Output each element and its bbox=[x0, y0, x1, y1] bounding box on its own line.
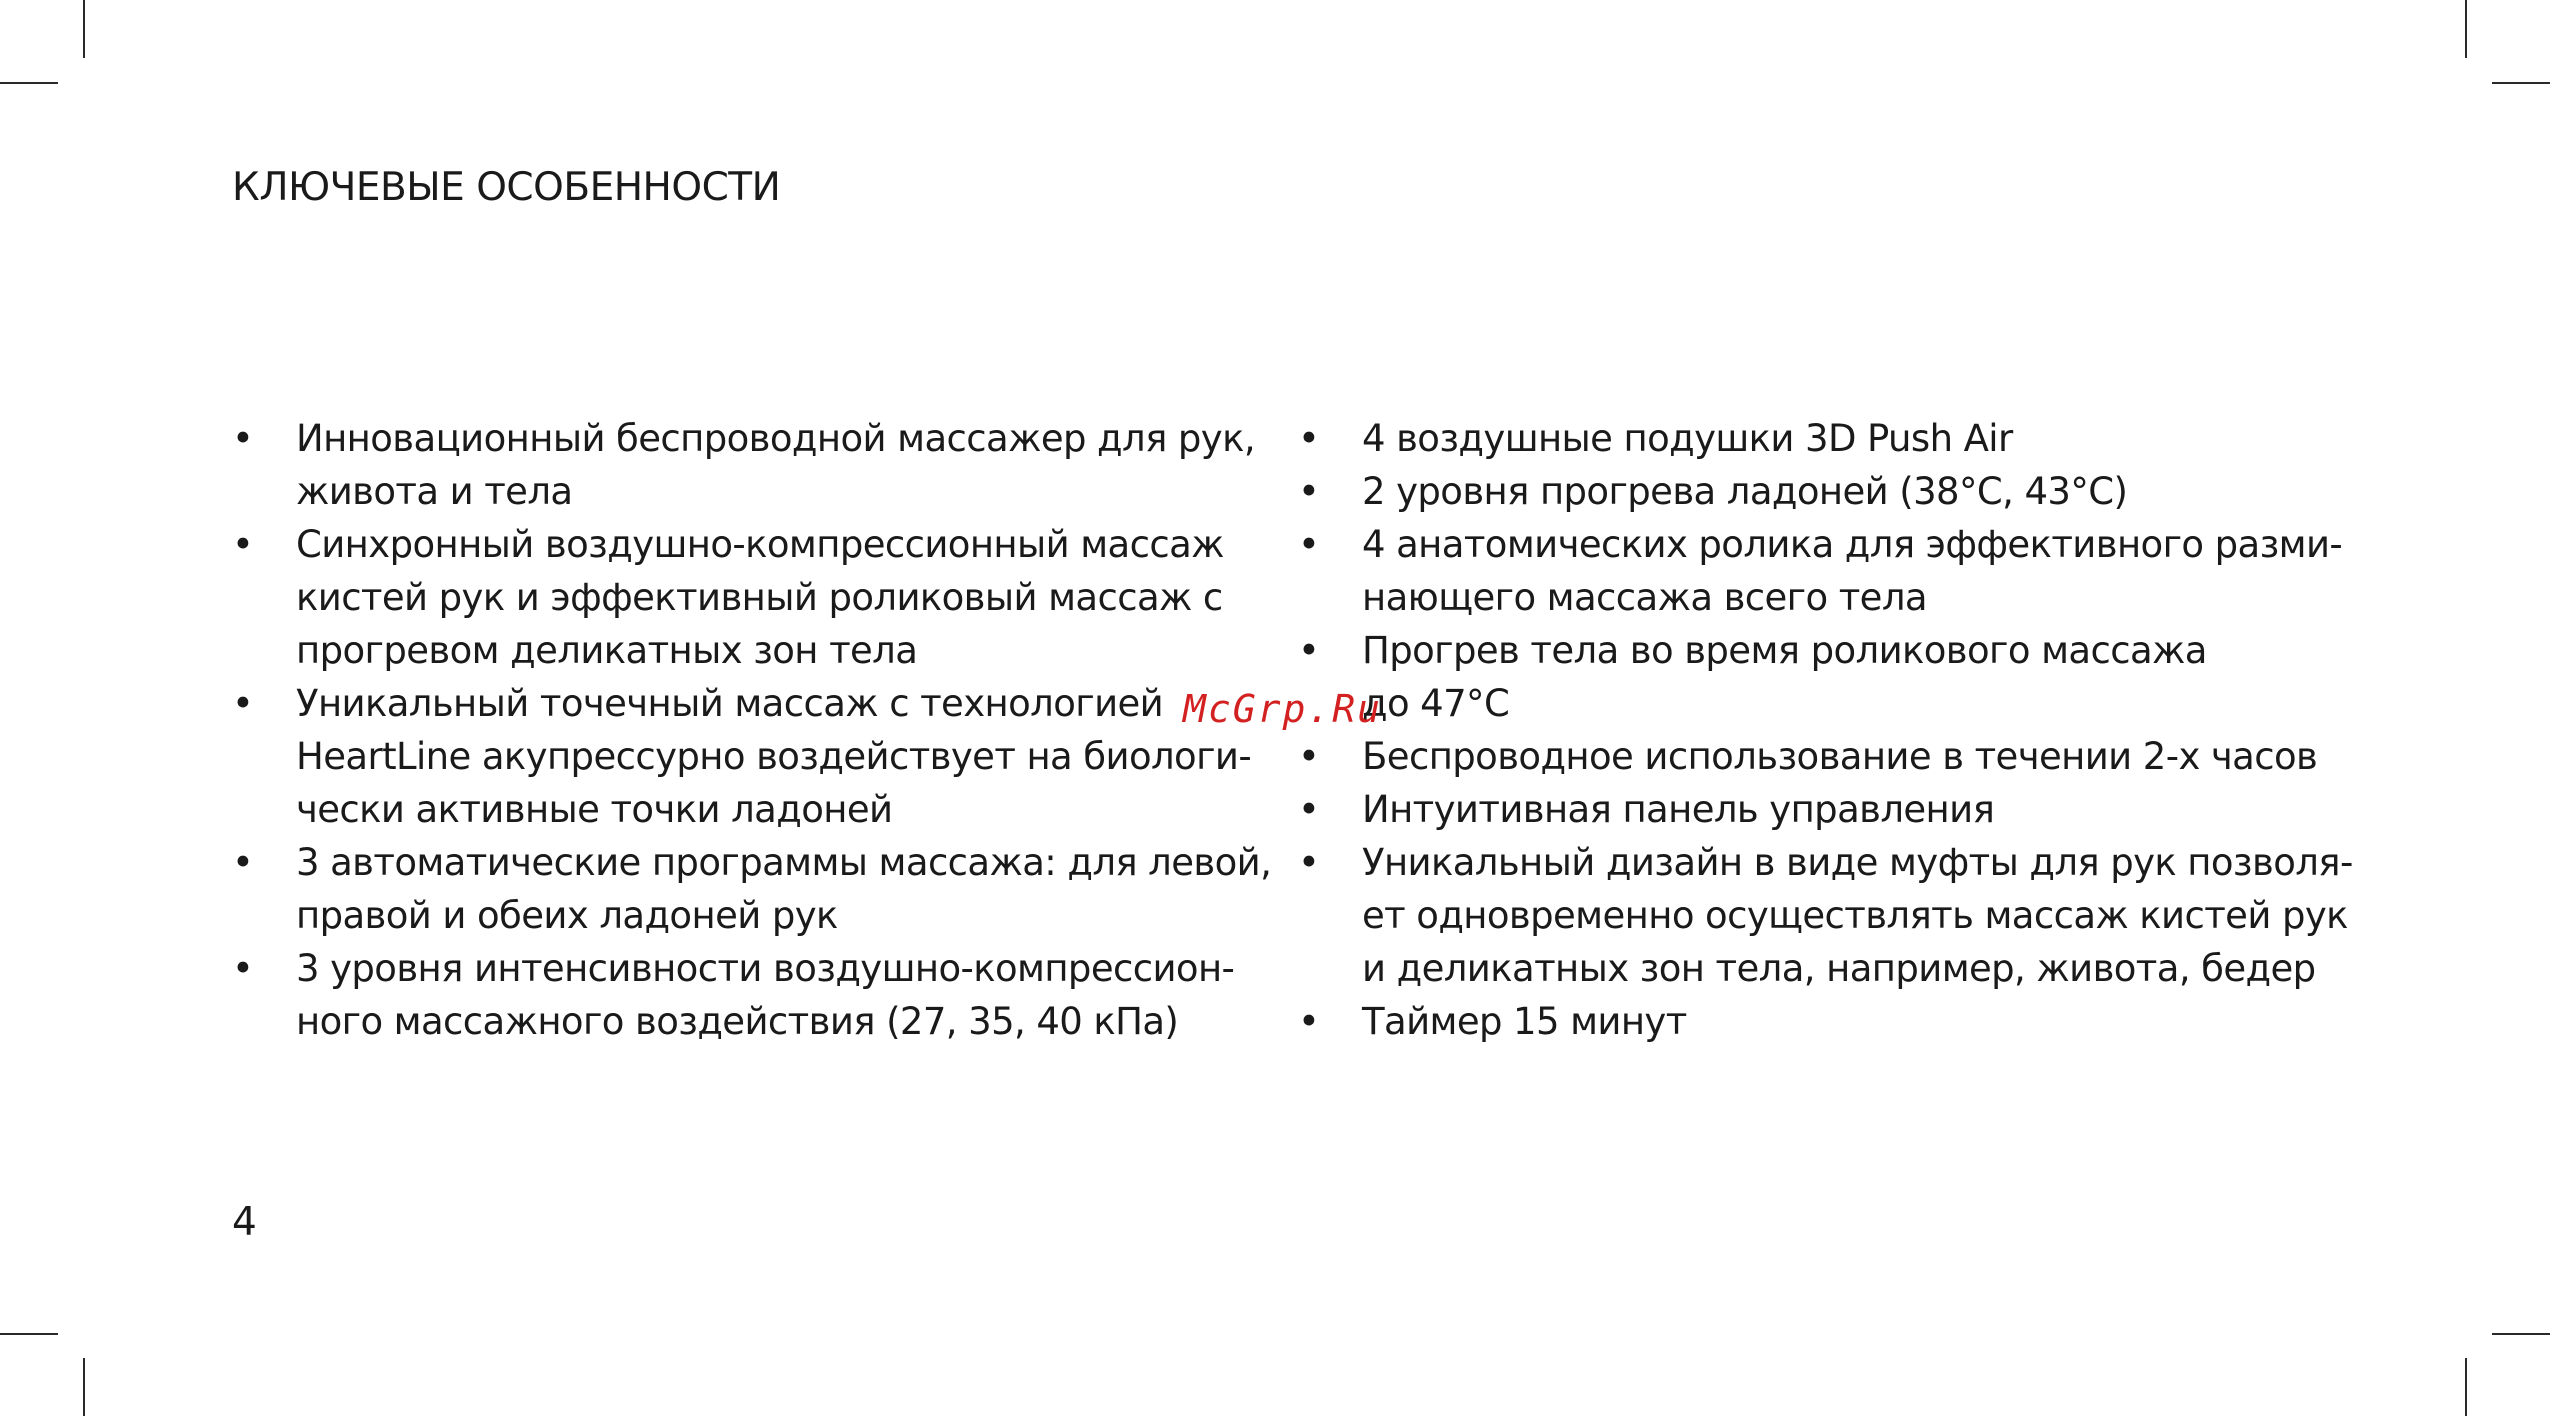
features-list-left bbox=[232, 412, 1272, 1048]
feature-text-line: прогревом деликатных зон тела bbox=[296, 629, 918, 672]
page-title: КЛЮЧЕВЫЕ ОСОБЕННОСТИ bbox=[232, 165, 781, 210]
feature-text-line: Таймер 15 минут bbox=[1362, 1000, 1687, 1043]
bullet-icon: • bbox=[1298, 470, 1320, 513]
feature-text-line: ного массажного воздействия (27, 35, 40 кПа) bbox=[296, 1000, 1179, 1043]
feature-text-line: правой и обеих ладоней рук bbox=[296, 894, 838, 937]
feature-text-line: кистей рук и эффективный роликовый массаж с bbox=[296, 576, 1223, 619]
crop-mark-bottom-right-horizontal bbox=[2492, 1333, 2550, 1335]
feature-item bbox=[1298, 518, 2358, 624]
crop-mark-top-right-horizontal bbox=[2492, 82, 2550, 84]
bullet-icon: • bbox=[232, 417, 254, 460]
crop-mark-bottom-left-horizontal bbox=[0, 1333, 58, 1335]
bullet-icon: • bbox=[1298, 841, 1320, 884]
feature-item bbox=[1298, 995, 2358, 1048]
feature-item bbox=[1298, 836, 2358, 995]
feature-text-line: 2 уровня прогрева ладоней (38°C, 43°C) bbox=[1362, 470, 2128, 513]
feature-item bbox=[1298, 412, 2358, 465]
feature-text-line: Интуитивная панель управления bbox=[1362, 788, 1995, 831]
feature-item bbox=[232, 518, 1252, 677]
crop-mark-top-right-vertical bbox=[2465, 0, 2467, 58]
page-number: 4 bbox=[232, 1200, 257, 1245]
bullet-icon: • bbox=[1298, 523, 1320, 566]
bullet-icon: • bbox=[1298, 735, 1320, 778]
feature-item bbox=[232, 677, 1252, 836]
feature-text-line: 3 автоматические программы массажа: для левой, bbox=[296, 841, 1272, 884]
bullet-icon: • bbox=[1298, 788, 1320, 831]
feature-text-line: 4 анатомических ролика для эффективного разми- bbox=[1362, 523, 2343, 566]
bullet-icon: • bbox=[232, 523, 254, 566]
crop-mark-top-left-vertical bbox=[83, 0, 85, 58]
feature-text-line: нающего массажа всего тела bbox=[1362, 576, 1927, 619]
feature-item bbox=[1298, 730, 2358, 783]
feature-item bbox=[232, 942, 1252, 1048]
feature-item bbox=[232, 412, 1255, 518]
feature-text-line: ет одновременно осуществлять массаж кистей рук bbox=[1362, 894, 2348, 937]
feature-text-line: Беспроводное использование в течении 2-х часов bbox=[1362, 735, 2318, 778]
feature-text-line: Уникальный точечный массаж с технологией bbox=[296, 682, 1164, 725]
bullet-icon: • bbox=[232, 947, 254, 990]
bullet-icon: • bbox=[1298, 1000, 1320, 1043]
feature-item bbox=[1298, 465, 2358, 518]
feature-text-line: HeartLine акупрессурно воздействует на биологи- bbox=[296, 735, 1252, 778]
feature-text-line: 3 уровня интенсивности воздушно-компрессион- bbox=[296, 947, 1235, 990]
feature-item bbox=[1298, 783, 2358, 836]
feature-item bbox=[1298, 624, 2358, 730]
feature-text-line: Прогрев тела во время роликового массажа bbox=[1362, 629, 2207, 672]
watermark: McGrp.Ru bbox=[1183, 687, 1383, 731]
feature-text-line: чески активные точки ладоней bbox=[296, 788, 893, 831]
feature-text-line: живота и тела bbox=[296, 470, 573, 513]
feature-text-line: Уникальный дизайн в виде муфты для рук позволя- bbox=[1362, 841, 2353, 884]
feature-text-line: 4 воздушные подушки 3D Push Air bbox=[1362, 417, 2013, 460]
feature-item bbox=[232, 836, 1272, 942]
bullet-icon: • bbox=[1298, 417, 1320, 460]
feature-text-line: Инновационный беспроводной массажер для рук, bbox=[296, 417, 1255, 460]
bullet-icon: • bbox=[1298, 629, 1320, 672]
crop-mark-bottom-right-vertical bbox=[2465, 1358, 2467, 1416]
bullet-icon: • bbox=[232, 682, 254, 725]
crop-mark-bottom-left-vertical bbox=[83, 1358, 85, 1416]
feature-text-line: и деликатных зон тела, например, живота, бедер bbox=[1362, 947, 2316, 990]
feature-text-line: до 47°C bbox=[1362, 682, 1510, 725]
feature-text-line: Синхронный воздушно-компрессионный массаж bbox=[296, 523, 1224, 566]
bullet-icon: • bbox=[232, 841, 254, 884]
crop-mark-top-left-horizontal bbox=[0, 82, 58, 84]
features-list-right bbox=[1298, 412, 2358, 1048]
